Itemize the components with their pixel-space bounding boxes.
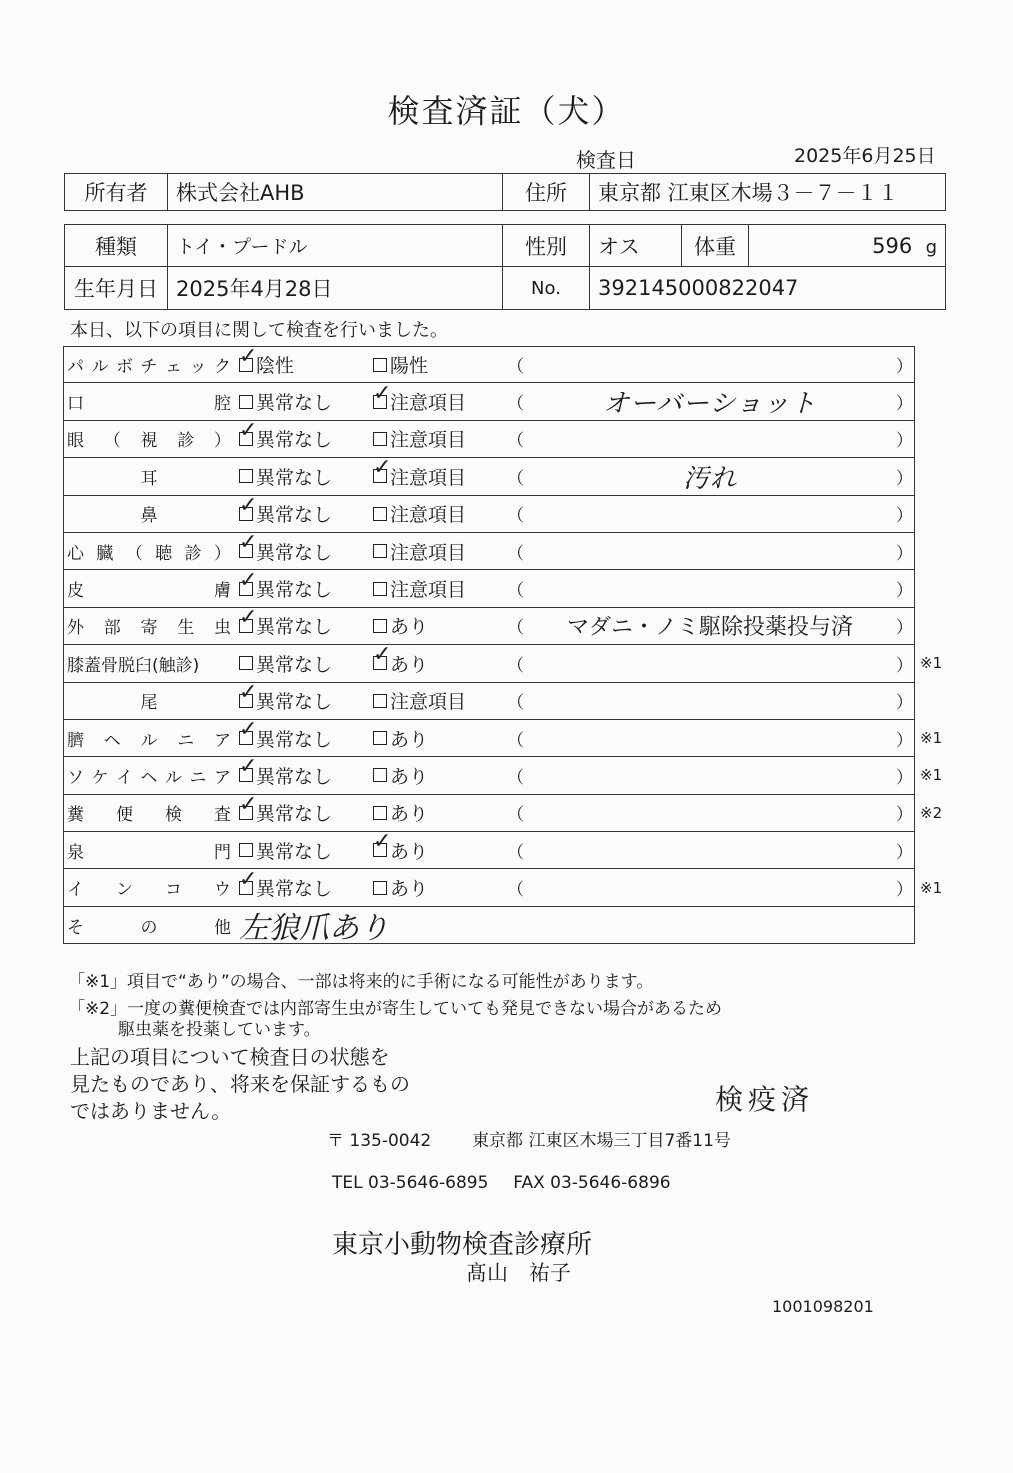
row-label-char: ） bbox=[214, 431, 231, 452]
row-label-char: 他 bbox=[214, 917, 231, 938]
close-paren: ） bbox=[896, 357, 913, 378]
open-paren: （ bbox=[507, 581, 524, 602]
option-1 bbox=[239, 458, 332, 494]
option-label: 異常なし bbox=[256, 803, 333, 826]
option-label: 異常なし bbox=[256, 466, 333, 489]
pet-table bbox=[64, 224, 946, 310]
close-paren: ） bbox=[896, 805, 913, 826]
row-note: 汚れ bbox=[682, 463, 737, 494]
row-label-char: パ bbox=[67, 357, 84, 378]
option-2 bbox=[373, 421, 466, 457]
footnote-2-line2: 駆虫薬を投薬しています。 bbox=[118, 1020, 321, 1040]
close-paren: ） bbox=[896, 394, 913, 415]
row-label-char: ボ bbox=[116, 357, 133, 378]
close-paren: ） bbox=[896, 468, 913, 489]
open-paren: （ bbox=[507, 506, 524, 527]
option-2 bbox=[373, 869, 428, 905]
checkbox[interactable] bbox=[373, 395, 387, 409]
birth-value: 2025年4月28日 bbox=[168, 267, 503, 310]
option-label: 注意項目 bbox=[390, 392, 467, 415]
option-2 bbox=[373, 795, 428, 831]
option-label: あり bbox=[390, 728, 429, 751]
disclaimer-line: 見たものであり、将来を保証するもの bbox=[70, 1072, 410, 1096]
row-label-char: ヘ bbox=[140, 767, 158, 788]
checkbox[interactable] bbox=[373, 694, 387, 708]
tel-number: TEL 03-5646-6895 bbox=[332, 1173, 489, 1193]
document-id: 1001098201 bbox=[772, 1297, 874, 1316]
row-label-char: ク bbox=[214, 357, 231, 378]
checkbox[interactable] bbox=[373, 358, 387, 372]
option-2 bbox=[373, 533, 466, 569]
exam-date-value: 2025年6月25日 bbox=[794, 145, 936, 167]
weight-label: 体重 bbox=[682, 225, 749, 267]
row-label-char: 糞 bbox=[67, 805, 84, 826]
row-label-char: ェ bbox=[165, 357, 182, 378]
checkbox[interactable] bbox=[239, 432, 253, 446]
checkbox[interactable] bbox=[373, 432, 387, 446]
owner-value: 株式会社AHB bbox=[168, 174, 503, 211]
row-label-char: ッ bbox=[189, 357, 207, 378]
option-label: 注意項目 bbox=[390, 541, 467, 564]
row-label-char: ） bbox=[213, 543, 231, 564]
checkbox[interactable] bbox=[373, 507, 387, 521]
option-label: 注意項目 bbox=[390, 579, 467, 602]
option-label: 異常なし bbox=[256, 840, 333, 863]
checkbox[interactable] bbox=[239, 694, 253, 708]
row-note: オーバーショット bbox=[603, 389, 817, 420]
row-label-char: 査 bbox=[214, 805, 231, 826]
document-title: 検査済証（犬） bbox=[387, 92, 626, 130]
option-1 bbox=[239, 421, 332, 457]
option-2 bbox=[373, 347, 428, 382]
row-label-char: 膝蓋骨脱臼(触診) bbox=[67, 655, 200, 676]
row-label-char: 膚 bbox=[213, 581, 231, 602]
option-1 bbox=[239, 645, 332, 681]
row-label-char: 聴 bbox=[155, 543, 173, 564]
open-paren: （ bbox=[507, 880, 524, 901]
row-label-char: 腔 bbox=[213, 394, 231, 415]
row-label bbox=[67, 832, 233, 868]
row-label bbox=[67, 645, 233, 681]
option-label: 異常なし bbox=[256, 691, 333, 714]
checkbox[interactable] bbox=[373, 731, 387, 745]
option-label: 異常なし bbox=[256, 765, 333, 788]
row-label-char: ケ bbox=[91, 767, 109, 788]
row-label bbox=[67, 869, 233, 905]
row-label-char: 診 bbox=[184, 543, 202, 564]
open-paren: （ bbox=[507, 357, 524, 378]
option-label: 注意項目 bbox=[390, 691, 467, 714]
option-1 bbox=[239, 496, 332, 532]
option-label: あり bbox=[390, 878, 429, 901]
row-label-char: 泉 bbox=[67, 842, 84, 863]
close-paren: ） bbox=[896, 543, 913, 564]
row-label-char: イ bbox=[67, 880, 84, 901]
row-label-char: イ bbox=[116, 767, 133, 788]
open-paren: （ bbox=[507, 468, 524, 489]
option-label: 注意項目 bbox=[390, 429, 467, 452]
option-1 bbox=[239, 347, 294, 382]
option-2 bbox=[373, 570, 466, 606]
exam-row bbox=[63, 683, 915, 720]
open-paren: （ bbox=[507, 543, 524, 564]
birth-label: 生年月日 bbox=[65, 267, 168, 310]
option-2 bbox=[373, 645, 428, 681]
footnote-mark: ※1 bbox=[920, 729, 943, 748]
row-label-char: ニ bbox=[177, 730, 195, 751]
row-label-char: 寄 bbox=[140, 618, 158, 639]
number-value: 392145000822047 bbox=[590, 267, 946, 310]
close-paren: ） bbox=[896, 506, 913, 527]
exam-row bbox=[63, 720, 943, 757]
row-label-char: そ bbox=[67, 917, 84, 938]
option-label: 異常なし bbox=[256, 541, 333, 564]
row-label-char: ヘ bbox=[103, 730, 121, 751]
option-2 bbox=[373, 383, 466, 419]
exam-row bbox=[63, 645, 943, 682]
option-label: あり bbox=[390, 616, 429, 639]
exam-row bbox=[63, 533, 915, 570]
checkbox[interactable] bbox=[373, 619, 387, 633]
row-label-char: 耳 bbox=[140, 468, 158, 489]
option-label: 異常なし bbox=[256, 653, 333, 676]
row-label-char: 眼 bbox=[67, 431, 84, 452]
checkbox[interactable] bbox=[239, 768, 253, 782]
row-label-char: 鼻 bbox=[140, 506, 158, 527]
option-1 bbox=[239, 869, 332, 905]
checkbox[interactable] bbox=[373, 544, 387, 558]
close-paren: ） bbox=[896, 693, 913, 714]
inspector-name: 髙山 祐子 bbox=[466, 1261, 571, 1285]
row-label-char: ル bbox=[140, 730, 158, 751]
row-label-char: 尾 bbox=[140, 693, 158, 714]
option-1 bbox=[239, 683, 332, 719]
exam-table bbox=[63, 346, 943, 946]
close-paren: ） bbox=[896, 431, 913, 452]
checkbox[interactable] bbox=[239, 731, 253, 745]
disclaimer bbox=[70, 1044, 410, 1125]
close-paren: ） bbox=[896, 655, 913, 676]
exam-row bbox=[63, 869, 943, 906]
row-label-char: ニ bbox=[189, 767, 207, 788]
exam-row bbox=[63, 346, 915, 383]
row-label-char: （ bbox=[125, 543, 143, 564]
close-paren: ） bbox=[896, 880, 913, 901]
open-paren: （ bbox=[507, 394, 524, 415]
option-1 bbox=[239, 570, 332, 606]
row-label-char: 心 bbox=[67, 543, 84, 564]
owner-label: 所有者 bbox=[65, 174, 168, 211]
row-label-char: 生 bbox=[177, 618, 195, 639]
row-label-char: 皮 bbox=[67, 581, 84, 602]
row-note: マダニ・ノミ駆除投薬投与済 bbox=[566, 615, 853, 641]
exam-row bbox=[63, 795, 943, 832]
checkbox[interactable] bbox=[373, 656, 387, 670]
option-label: 異常なし bbox=[256, 579, 333, 602]
row-label-char: の bbox=[140, 917, 158, 938]
row-label-char: ア bbox=[214, 730, 231, 751]
close-paren: ） bbox=[896, 767, 913, 788]
checkbox[interactable] bbox=[239, 469, 253, 483]
close-paren: ） bbox=[896, 618, 913, 639]
row-label-char: ソ bbox=[67, 767, 84, 788]
option-label: 異常なし bbox=[256, 878, 333, 901]
exam-row bbox=[63, 458, 915, 495]
weight-cell bbox=[749, 225, 946, 267]
option-label: 異常なし bbox=[256, 392, 333, 415]
row-label-char: 便 bbox=[116, 805, 133, 826]
row-label-char: （ bbox=[103, 431, 121, 452]
checkbox[interactable] bbox=[239, 806, 253, 820]
footnote-mark: ※1 bbox=[920, 878, 943, 897]
exam-date-label: 検査日 bbox=[576, 148, 636, 172]
open-paren: （ bbox=[507, 730, 524, 751]
sex-label: 性別 bbox=[503, 225, 590, 267]
option-label: 異常なし bbox=[256, 728, 333, 751]
option-label: 陰性 bbox=[256, 355, 295, 378]
footnote-1: 「※1」項目で“あり”の場合、一部は将来的に手術になる可能性があります。 bbox=[68, 972, 654, 992]
option-2 bbox=[373, 458, 466, 494]
option-2 bbox=[373, 720, 428, 756]
row-label bbox=[67, 383, 233, 419]
address-label: 住所 bbox=[503, 174, 590, 211]
close-paren: ） bbox=[896, 730, 913, 751]
row-label-char: 虫 bbox=[214, 618, 231, 639]
row-label-char: ア bbox=[214, 767, 231, 788]
exam-row bbox=[63, 608, 915, 645]
weight-value: 596 bbox=[872, 233, 913, 258]
option-1 bbox=[239, 832, 332, 868]
option-label: 異常なし bbox=[256, 616, 333, 639]
address-value: 東京都 江東区木場３－７－１１ bbox=[590, 174, 946, 211]
open-paren: （ bbox=[507, 655, 524, 676]
row-label bbox=[67, 347, 233, 382]
option-label: 異常なし bbox=[256, 429, 333, 452]
open-paren: （ bbox=[507, 431, 524, 452]
option-2 bbox=[373, 496, 466, 532]
row-label-char: ン bbox=[116, 880, 133, 901]
checkbox[interactable] bbox=[373, 469, 387, 483]
checkbox[interactable] bbox=[373, 843, 387, 857]
weight-unit: g bbox=[925, 236, 937, 258]
other-note: 左狼爪あり bbox=[239, 910, 389, 946]
row-label-char: コ bbox=[165, 880, 182, 901]
exam-row bbox=[63, 832, 915, 869]
checkbox[interactable] bbox=[239, 544, 253, 558]
option-2 bbox=[373, 608, 428, 644]
option-1 bbox=[239, 608, 332, 644]
option-label: 注意項目 bbox=[390, 504, 467, 527]
footnote-mark: ※1 bbox=[920, 654, 943, 673]
open-paren: （ bbox=[507, 805, 524, 826]
close-paren: ） bbox=[896, 581, 913, 602]
option-label: あり bbox=[390, 765, 429, 788]
checkbox[interactable] bbox=[239, 358, 253, 372]
checkbox[interactable] bbox=[239, 656, 253, 670]
row-label bbox=[67, 757, 233, 793]
row-label-char: 門 bbox=[213, 842, 231, 863]
open-paren: （ bbox=[507, 618, 524, 639]
row-label-char: ウ bbox=[214, 880, 231, 901]
row-label-char: 検 bbox=[165, 805, 182, 826]
footnote-2-line1: 「※2」一度の糞便検査では内部寄生虫が寄生していても発見できない場合があるため bbox=[68, 999, 723, 1019]
clinic-contact bbox=[332, 1173, 671, 1193]
exam-row bbox=[63, 421, 915, 458]
option-label: 陽性 bbox=[390, 355, 429, 378]
number-label: No. bbox=[503, 267, 590, 310]
checkbox[interactable] bbox=[373, 881, 387, 895]
footnote-mark: ※1 bbox=[920, 766, 943, 785]
option-1 bbox=[239, 533, 332, 569]
row-label bbox=[67, 720, 233, 756]
exam-row-other bbox=[63, 907, 915, 944]
row-label-char: 視 bbox=[140, 431, 158, 452]
option-label: 異常なし bbox=[256, 504, 333, 527]
row-label-char: 口 bbox=[67, 394, 84, 415]
checkbox[interactable] bbox=[239, 507, 253, 521]
clinic-address-line bbox=[327, 1126, 731, 1151]
exam-row bbox=[63, 383, 915, 420]
inspection-seal: 検疫済 bbox=[715, 1083, 815, 1116]
row-label-char: 外 bbox=[67, 618, 84, 639]
row-label bbox=[67, 533, 233, 569]
close-paren: ） bbox=[896, 842, 913, 863]
checkbox[interactable] bbox=[239, 843, 253, 857]
row-label-char: 臍 bbox=[67, 730, 84, 751]
checkbox[interactable] bbox=[239, 395, 253, 409]
option-label: あり bbox=[390, 840, 429, 863]
checkbox[interactable] bbox=[239, 619, 253, 633]
option-label: 注意項目 bbox=[390, 466, 467, 489]
option-label: あり bbox=[390, 803, 429, 826]
breed-value: トイ・プードル bbox=[168, 225, 503, 267]
open-paren: （ bbox=[507, 767, 524, 788]
checkbox[interactable] bbox=[239, 582, 253, 596]
row-label-char: 部 bbox=[103, 618, 121, 639]
checkbox[interactable] bbox=[373, 582, 387, 596]
option-1 bbox=[239, 795, 332, 831]
row-label bbox=[67, 608, 233, 644]
disclaimer-line: ではありません。 bbox=[70, 1099, 232, 1123]
sex-value: オス bbox=[590, 225, 682, 267]
breed-label: 種類 bbox=[65, 225, 168, 267]
row-label bbox=[67, 421, 233, 457]
row-label bbox=[67, 907, 233, 943]
footnote-mark: ※2 bbox=[920, 803, 943, 822]
exam-row bbox=[63, 570, 915, 607]
postal-code: 〒 135-0042 bbox=[327, 1131, 432, 1151]
intro-text: 本日、以下の項目に関して検査を行いました。 bbox=[70, 320, 448, 341]
row-label-char: 臓 bbox=[96, 543, 114, 564]
row-label bbox=[67, 795, 233, 831]
checkbox[interactable] bbox=[373, 806, 387, 820]
option-1 bbox=[239, 383, 332, 419]
open-paren: （ bbox=[507, 693, 524, 714]
row-label bbox=[67, 496, 233, 532]
owner-table bbox=[64, 173, 946, 211]
row-label-char: チ bbox=[140, 357, 158, 378]
checkbox[interactable] bbox=[373, 768, 387, 782]
exam-row bbox=[63, 757, 943, 794]
option-2 bbox=[373, 832, 428, 868]
open-paren: （ bbox=[507, 842, 524, 863]
row-label bbox=[67, 458, 233, 494]
disclaimer-line: 上記の項目について検査日の状態を bbox=[70, 1045, 390, 1069]
exam-row bbox=[63, 496, 915, 533]
fax-number: FAX 03-5646-6896 bbox=[513, 1173, 671, 1193]
option-label: あり bbox=[390, 653, 429, 676]
clinic-name: 東京小動物検査診療所 bbox=[332, 1230, 593, 1260]
row-label-char: ル bbox=[165, 767, 182, 788]
option-1 bbox=[239, 720, 332, 756]
row-label bbox=[67, 683, 233, 719]
row-label bbox=[67, 570, 233, 606]
clinic-address: 東京都 江東区木場三丁目7番11号 bbox=[472, 1131, 731, 1151]
option-1 bbox=[239, 757, 332, 793]
row-label-char: ル bbox=[91, 357, 109, 378]
row-label-char: 診 bbox=[177, 431, 195, 452]
checkbox[interactable] bbox=[239, 881, 253, 895]
option-2 bbox=[373, 683, 466, 719]
option-2 bbox=[373, 757, 428, 793]
